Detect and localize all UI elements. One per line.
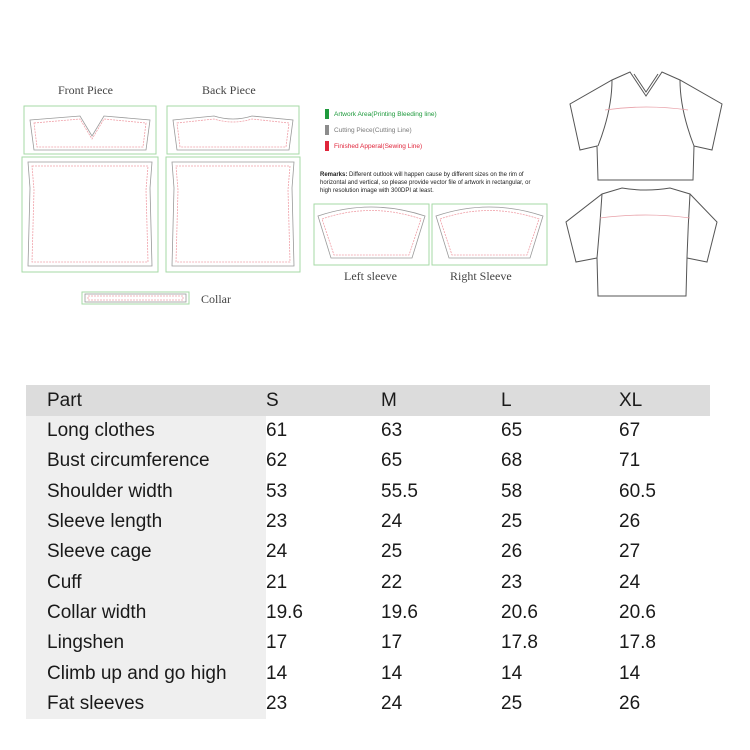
front-body-piece (22, 157, 158, 272)
cell-xl: 17.8 (619, 632, 656, 654)
table-row (26, 628, 710, 658)
header-size-s: S (266, 389, 279, 411)
cell-m: 22 (381, 571, 403, 593)
header-part: Part (47, 389, 82, 411)
row-part-name: Sleeve length (26, 507, 266, 537)
cell-xl: 26 (619, 511, 641, 533)
table-row (26, 507, 710, 537)
collar-label: Collar (201, 292, 231, 306)
cell-m: 65 (381, 450, 403, 472)
cell-l: 65 (501, 420, 523, 442)
cell-m: 24 (381, 692, 403, 714)
cell-s: 19.6 (266, 601, 303, 623)
right-sleeve-label: Right Sleeve (450, 269, 512, 283)
table-row (26, 416, 710, 446)
legend-item-sewing (325, 138, 540, 154)
back-piece-label: Back Piece (202, 83, 256, 97)
table-row (26, 537, 710, 567)
cell-s: 62 (266, 450, 288, 472)
table-row (26, 477, 710, 507)
table-row (26, 689, 710, 719)
sewing-line-swatch (325, 141, 329, 151)
row-part-name: Lingshen (26, 628, 266, 658)
row-part-name: Sleeve cage (26, 537, 266, 567)
cell-l: 17.8 (501, 632, 538, 654)
table-row (26, 567, 710, 597)
remarks-note (320, 171, 542, 195)
cell-l: 14 (501, 662, 523, 684)
cell-l: 25 (501, 511, 523, 533)
cell-m: 14 (381, 662, 403, 684)
cell-xl: 71 (619, 450, 641, 472)
back-body-piece (166, 157, 300, 272)
remarks-text: Different outlook will happen cause by different sizes on the rim of horizontal and vertical, so please provide vector file of artwork in rectangular, or high resolution image with 300DPI at least. (320, 172, 531, 194)
cell-xl: 60.5 (619, 480, 656, 502)
shirt-front-sketch (570, 72, 722, 180)
legend-item-cutting (325, 122, 540, 138)
row-part-name: Climb up and go high (26, 658, 266, 688)
header-size-m: M (381, 389, 397, 411)
row-part-name: Fat sleeves (26, 689, 266, 719)
cell-m: 24 (381, 511, 403, 533)
row-part-name: Long clothes (26, 416, 266, 446)
cutting-line-swatch (325, 125, 329, 135)
size-chart-table (26, 385, 710, 719)
artwork-line-swatch (325, 109, 329, 119)
cell-m: 55.5 (381, 480, 418, 502)
collar-piece (82, 292, 189, 304)
line-legend (325, 106, 540, 154)
cell-s: 23 (266, 511, 288, 533)
cell-xl: 67 (619, 420, 641, 442)
cell-l: 23 (501, 571, 523, 593)
cell-xl: 24 (619, 571, 641, 593)
table-row (26, 446, 710, 476)
cell-s: 53 (266, 480, 288, 502)
cell-l: 26 (501, 541, 523, 563)
table-header-row (26, 385, 710, 416)
cell-s: 23 (266, 692, 288, 714)
cell-s: 24 (266, 541, 288, 563)
back-yoke-piece (167, 106, 299, 154)
row-part-name: Shoulder width (26, 477, 266, 507)
cell-xl: 14 (619, 662, 641, 684)
right-sleeve-piece (432, 204, 547, 265)
row-part-name: Bust circumference (26, 446, 266, 476)
cell-m: 19.6 (381, 601, 418, 623)
cell-s: 61 (266, 420, 288, 442)
shirt-back-sketch (566, 188, 717, 296)
table-row (26, 658, 710, 688)
cell-xl: 26 (619, 692, 641, 714)
table-row (26, 598, 710, 628)
cell-m: 63 (381, 420, 403, 442)
legend-label-sewing: Finished Apperal(Sewing Line) (334, 142, 423, 150)
row-part-name: Collar width (26, 598, 266, 628)
cell-m: 17 (381, 632, 403, 654)
row-part-name: Cuff (26, 567, 266, 597)
left-sleeve-label: Left sleeve (344, 269, 397, 283)
cell-l: 20.6 (501, 601, 538, 623)
cell-m: 25 (381, 541, 403, 563)
cell-s: 14 (266, 662, 288, 684)
cell-xl: 27 (619, 541, 641, 563)
remarks-title: Remarks: (320, 172, 348, 178)
legend-item-artwork (325, 106, 540, 122)
front-piece-label: Front Piece (58, 83, 113, 97)
front-yoke-piece (24, 106, 156, 154)
cell-l: 58 (501, 480, 523, 502)
legend-label-cutting: Cutting Piece(Cutting Line) (334, 126, 412, 134)
cell-s: 17 (266, 632, 288, 654)
legend-label-artwork: Artwork Area(Printing Bleeding line) (334, 110, 437, 118)
cell-l: 68 (501, 450, 523, 472)
cell-xl: 20.6 (619, 601, 656, 623)
left-sleeve-piece (314, 204, 429, 265)
header-size-l: L (501, 389, 512, 411)
cell-l: 25 (501, 692, 523, 714)
cell-s: 21 (266, 571, 288, 593)
header-size-xl: XL (619, 389, 643, 411)
